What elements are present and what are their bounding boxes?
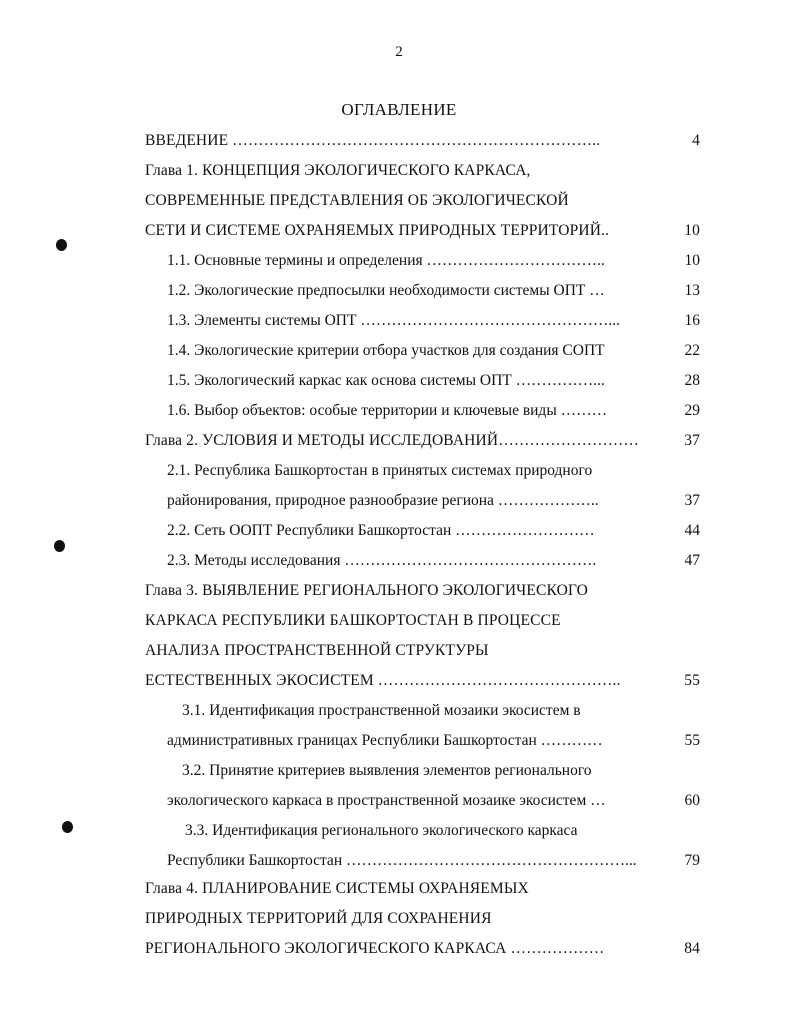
toc-entry-page: 10 <box>684 222 700 239</box>
toc-entry-page: 84 <box>684 940 700 957</box>
toc-entry <box>145 221 700 241</box>
toc-entry <box>145 939 700 959</box>
toc-entry <box>145 131 700 151</box>
toc-entry-text: ПРИРОДНЫХ ТЕРРИТОРИЙ ДЛЯ СОХРАНЕНИЯ <box>145 910 492 927</box>
toc-entry-text: Глава 2. УСЛОВИЯ И МЕТОДЫ ИССЛЕДОВАНИЙ……………………… <box>145 432 640 449</box>
toc-entry-text: 1.4. Экологические критерии отбора участков для создания СОПТ <box>167 342 605 359</box>
toc-entry-page: 22 <box>684 342 700 359</box>
binder-hole-mark <box>62 821 73 833</box>
toc-entry <box>167 551 700 571</box>
toc-entry-text: экологического каркаса в пространственной мозаике экосистем … <box>167 792 606 809</box>
toc-entry-page: 4 <box>692 132 700 149</box>
toc-entry-text: Республики Башкортостан ………………………………………………... <box>167 852 637 869</box>
toc-entry <box>167 731 700 751</box>
toc-entry <box>167 521 700 541</box>
toc-entry-page: 55 <box>684 732 700 749</box>
toc-entry-text: 2.1. Республика Башкортостан в принятых системах природного <box>167 462 593 479</box>
toc-entry-text: Глава 4. ПЛАНИРОВАНИЕ СИСТЕМЫ ОХРАНЯЕМЫХ <box>145 880 529 897</box>
binder-hole-mark <box>54 540 65 552</box>
toc-entry-page: 10 <box>684 252 700 269</box>
toc-entry <box>182 761 700 781</box>
toc-entry-text: районирования, природное разнообразие региона ……………….. <box>167 492 599 509</box>
toc-entry <box>145 431 700 451</box>
toc-entry-page: 37 <box>684 492 700 509</box>
toc-entry-text: ВВЕДЕНИЕ …………………………………………………………….. <box>145 132 601 149</box>
toc-entry <box>167 461 700 481</box>
toc-entry-page: 47 <box>684 552 700 569</box>
toc-entry-text: 3.3. Идентификация регионального экологического каркаса <box>185 822 578 839</box>
toc-entry-text: КАРКАСА РЕСПУБЛИКИ БАШКОРТОСТАН В ПРОЦЕССЕ <box>145 612 561 629</box>
toc-entry-text: 3.2. Принятие критериев выявления элементов регионального <box>182 762 592 779</box>
toc-entry <box>145 161 700 181</box>
toc-entry-text: 1.3. Элементы системы ОПТ …………………………………………... <box>167 312 620 329</box>
binder-hole-mark <box>56 239 67 251</box>
toc-entry-text: 2.3. Методы исследования …………………………………………. <box>167 552 597 569</box>
toc-entry-text: 1.6. Выбор объектов: особые территории и ключевые виды ……… <box>167 402 608 419</box>
toc-entry <box>167 791 700 811</box>
toc-entry <box>182 701 700 721</box>
toc-entry-text: 2.2. Сеть ООПТ Республики Башкортостан ……………………… <box>167 522 595 539</box>
toc-entry-text: 1.2. Экологические предпосылки необходимости системы ОПТ … <box>167 282 605 299</box>
toc-entry-text: 3.1. Идентификация пространственной мозаики экосистем в <box>182 702 581 719</box>
toc-entry-text: 1.5. Экологический каркас как основа системы ОПТ ……………... <box>167 372 605 389</box>
toc-entry <box>145 611 700 631</box>
toc-entry <box>167 281 700 301</box>
toc-entry <box>167 371 700 391</box>
toc-entry <box>145 641 700 661</box>
toc-entry <box>167 251 700 271</box>
toc-entry <box>145 879 700 899</box>
toc-entry <box>145 671 700 691</box>
toc-entry-text: АНАЛИЗА ПРОСТРАНСТВЕННОЙ СТРУКТУРЫ <box>145 642 489 659</box>
toc-entry <box>167 341 700 361</box>
toc-entry-page: 37 <box>684 432 700 449</box>
page-number: 2 <box>395 44 403 60</box>
toc-entry-page: 29 <box>684 402 700 419</box>
toc-entry-text: Глава 3. ВЫЯВЛЕНИЕ РЕГИОНАЛЬНОГО ЭКОЛОГИЧЕСКОГО <box>145 582 589 599</box>
toc-entry <box>145 191 700 211</box>
toc-entry-page: 16 <box>684 312 700 329</box>
toc-entry-page: 28 <box>684 372 700 389</box>
toc-entry-text: ЕСТЕСТВЕННЫХ ЭКОСИСТЕМ ……………………………………….. <box>145 672 621 689</box>
toc-entry-page: 55 <box>684 672 700 689</box>
toc-entry-text: Глава 1. КОНЦЕПЦИЯ ЭКОЛОГИЧЕСКОГО КАРКАСА, <box>145 162 531 179</box>
toc-entry <box>167 401 700 421</box>
toc-entry <box>167 851 700 871</box>
toc-entry-text: РЕГИОНАЛЬНОГО ЭКОЛОГИЧЕСКОГО КАРКАСА ……………… <box>145 940 605 957</box>
toc-entry <box>167 311 700 331</box>
toc-entry-text: СОВРЕМЕННЫЕ ПРЕДСТАВЛЕНИЯ ОБ ЭКОЛОГИЧЕСКОЙ <box>145 192 569 209</box>
toc-title: ОГЛАВЛЕНИЕ <box>341 100 457 119</box>
toc-entry-page: 13 <box>684 282 700 299</box>
toc-entry <box>185 821 700 841</box>
toc-entry <box>145 909 700 929</box>
toc-entry <box>167 491 700 511</box>
toc-entry <box>145 581 700 601</box>
toc-entry-page: 79 <box>684 852 700 869</box>
toc-entry-page: 44 <box>684 522 700 539</box>
toc-entry-text: 1.1. Основные термины и определения …………………………….. <box>167 252 605 269</box>
toc-entry-text: административных границах Республики Башкортостан ………… <box>167 732 603 749</box>
toc-entry-text: СЕТИ И СИСТЕМЕ ОХРАНЯЕМЫХ ПРИРОДНЫХ ТЕРРИТОРИЙ.. <box>145 222 610 239</box>
toc-entry-page: 60 <box>684 792 700 809</box>
